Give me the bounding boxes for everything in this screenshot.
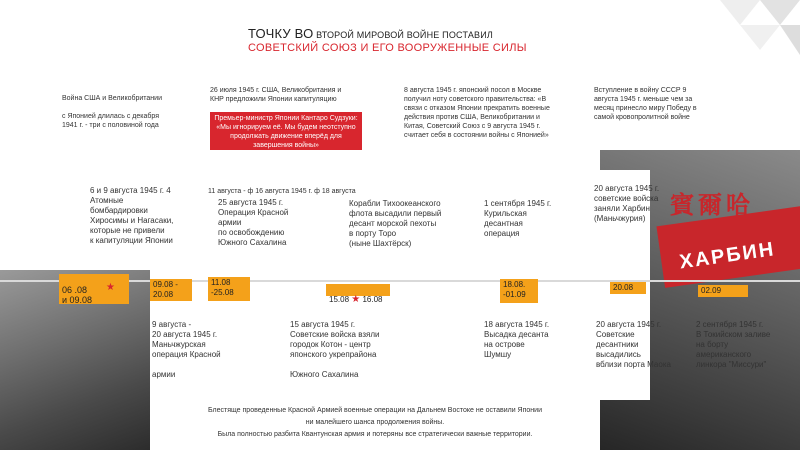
event-ussr-entry: Вступление в войну СССР 9 августа 1945 г. меньше чем за месяц принесло миру Победу в самой кровопролитной войне (594, 87, 697, 121)
event-soviet-note: 8 августа 1945 г. японский посол в Москве получил ноту советского правительства: «В связи с отказом Японии прекратить военные действия против США, Великобритании и Китая, Советский Союз с 9 августа 1945 г. считает себя в состоянии войны с Японией» (404, 87, 550, 139)
chip-1108: 11.08 -25.08 (208, 277, 250, 301)
event-manchuria: 9 августа - 20 августа 1945 г. Маньчжурская операция Красной армии (152, 320, 221, 379)
star-icon: ★ (351, 294, 361, 305)
event-harbin: 20 августа 1945 г. советские войска заняли Харбин (Маньчжурия) (594, 184, 660, 223)
chip-1508: 15.08 ★ 16.08 (326, 284, 390, 296)
chip-1808: 18.08. -01.09 (500, 279, 538, 303)
event-dates-line: 11 августа - ф 16 августа 1945 г. ф 18 августа (208, 188, 356, 195)
event-potsdam: 26 июля 1945 г. США, Великобритания и КНР предложили Японии капитуляцию (210, 87, 342, 103)
event-sakhalin-op: 25 августа 1945 г. Операция Красной армии по освобождению Южного Сахалина (218, 198, 289, 247)
chip-2008: 20.08 (610, 282, 646, 294)
suzuki-quote-box: Премьер-министр Японии Кантаро Судзуки: «Мы игнорируем её. Мы будем неотступно продолжать движение вперёд для завершения войны» (210, 112, 362, 150)
conclusion-text: Блестяще проведенные Красной Армией военные операции на Дальнем Востоке не оставили Японии ни малейшего шанса продолжения войны. Была полностью разбита Квантунская армия и потеряны все стратегически важные территории. (208, 407, 542, 438)
event-atomic: 6 и 9 августа 1945 г. 4 Атомные бомбардировки Хиросимы и Нагасаки, которые не привели к капитуляции Японии (90, 186, 174, 245)
star-icon: ★ (106, 282, 115, 293)
chip-0908: 09.08 - 20.08 (150, 279, 192, 301)
event-kuril-op: 1 сентября 1945 г. Курильская десантная операция (484, 199, 552, 238)
decorative-triangles (720, 0, 800, 70)
event-maoka: 20 августа 1945 г. Советские десантники высадились вблизи порта Маока (596, 320, 671, 369)
event-usa-war: Война США и Великобритании с Японией длилась с декабря 1941 г. - три с половиной года (62, 95, 162, 129)
harbin-sign-chinese: 賓爾哈 (670, 192, 754, 219)
chip-0608: 06 .08 и 09.08 (59, 274, 129, 304)
harbin-sign: ХАРБИН (656, 204, 800, 288)
chip-0209: 02.09 (698, 285, 748, 297)
event-koton: 15 августа 1945 г. Советские войска взяли городок Котон - центр японского укрепрайона Южного Сахалина (290, 320, 380, 379)
event-toro-landing: Корабли Тихоокеанского флота высадили первый десант морской пехоты в порту Торо (ныне Шахтёрск) (349, 199, 442, 248)
event-missouri: 2 сентября 1945 г. В Токийском заливе на борту американского линкора "Миссури" (696, 320, 771, 369)
page-title: ТОЧКУ ВО ВТОРОЙ МИРОВОЙ ВОЙНЕ ПОСТАВИЛ (248, 26, 494, 41)
page-subtitle: СОВЕТСКИЙ СОЮЗ И ЕГО ВООРУЖЕННЫЕ СИЛЫ (248, 42, 527, 54)
event-shumshu: 18 августа 1945 г. Высадка десанта на острове Шумшу (484, 320, 550, 359)
